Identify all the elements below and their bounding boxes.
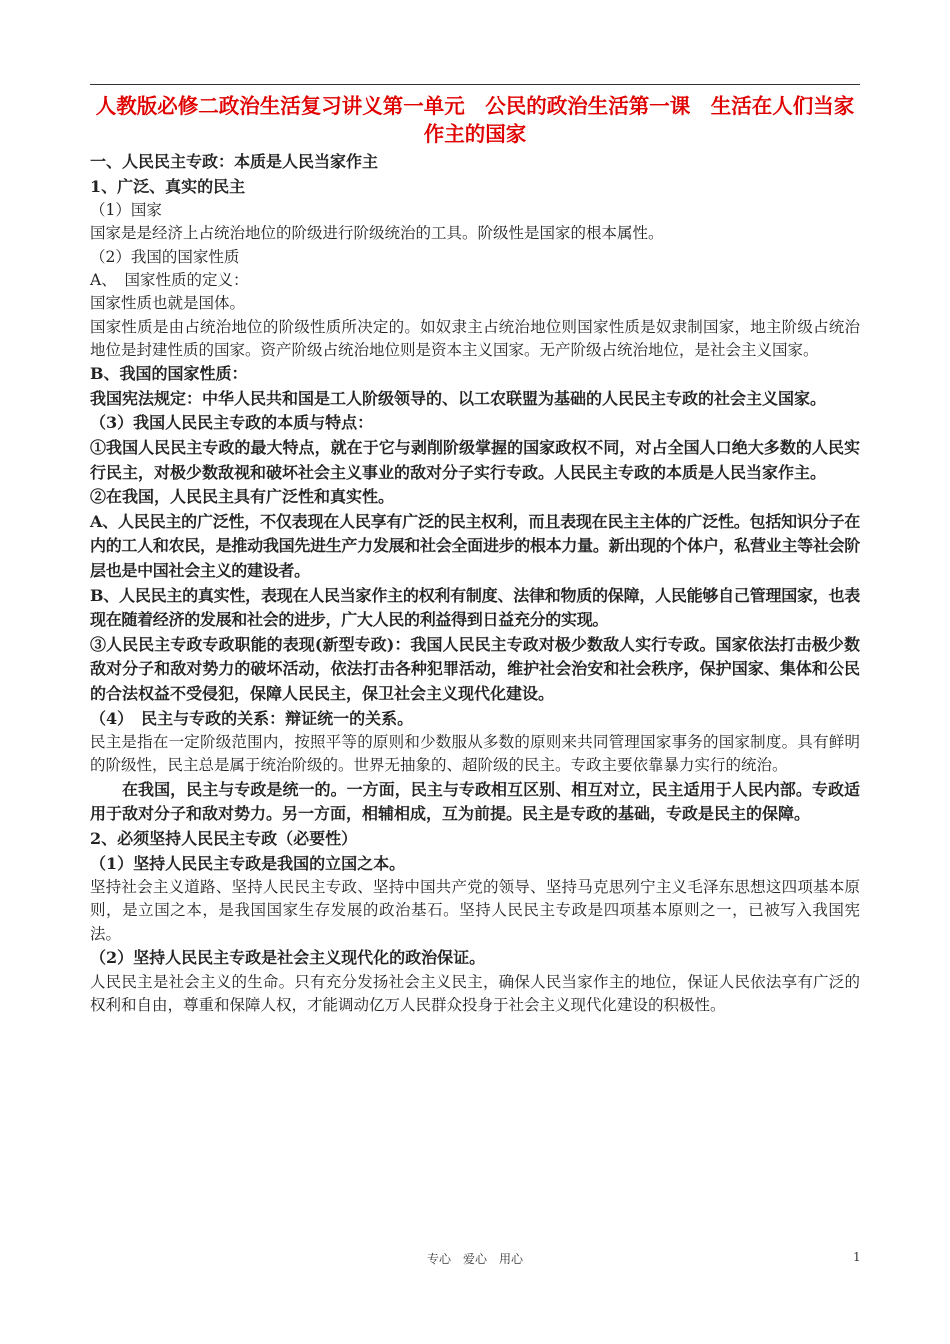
document-body [90, 92, 860, 1017]
header-rule [90, 84, 860, 85]
subsection-heading: 2、必须坚持人民民主专政（必要性） [90, 828, 358, 848]
paragraph: ①我国人民民主专政的最大特点，就在于它与剥削阶级掌握的国家政权不同，对占全国人口绝大多数的人民实行民主，对极少数敌视和破坏社会主义事业的敌对分子实行专政。人民民主专政的本质是人民当家作主。 [90, 438, 860, 482]
point-heading: （2）我国的国家性质 [90, 247, 240, 266]
paragraph: B、人民民主的真实性，表现在人民当家作主的权利有制度、法律和物质的保障，人民能够自己管理国家，也表现在随着经济的发展和社会的进步，广大人民的利益得到日益充分的实现。 [90, 585, 860, 630]
footer-motto: 专心 爱心 用心 [426, 1252, 523, 1266]
paragraph: ②在我国，人民民主具有广泛性和真实性。 [90, 487, 395, 507]
section-heading: 一、人民民主专政：本质是人民当家作主 [90, 152, 379, 171]
point-heading: （1）坚持人民民主专政是我国的立国之本。 [90, 853, 406, 873]
document-title: 人教版必修二政治生活复习讲义第一单元 公民的政治生活第一课 生活在人们当家作主的国家 [95, 94, 855, 146]
paragraph: A、人民民主的广泛性，不仅表现在人民享有广泛的民主权利，而且表现在民主主体的广泛性。包括知识分子在内的工人和农民，是推动我国先进生产力发展和社会全面进步的根本力量。新出现的个体户，私营业主等社会阶层也是中国社会主义的建设者。 [90, 511, 860, 581]
paragraph: 在我国，民主与专政是统一的。一方面，民主与专政相互区别、相互对立，民主适用于人民内部。专政适用于敌对分子和敌对势力。另一方面，相辅相成，互为前提。民主是专政的基础，专政是民主的保障。 [90, 779, 860, 824]
point-heading: （4） 民主与专政的关系：辩证统一的关系。 [90, 708, 414, 728]
paragraph: 我国宪法规定：中华人民共和国是工人阶级领导的、以工农联盟为基础的人民民主专政的社会主义国家。 [90, 388, 827, 408]
subsection-heading: 1、广泛、真实的民主 [90, 176, 246, 196]
paragraph: 国家是是经济上占统治地位的阶级进行阶级统治的工具。阶级性是国家的根本属性。 [90, 224, 664, 243]
point-heading: （1）国家 [90, 201, 162, 220]
paragraph: 民主是指在一定阶级范围内，按照平等的原则和少数服从多数的原则来共同管理国家事务的国家制度。具有鲜明的阶级性，民主总是属于统治阶级的。世界无抽象的、超阶级的民主。专政主要依靠暴力实行的统治。 [90, 733, 860, 775]
point-heading: （2）坚持人民民主专政是社会主义现代化的政治保证。 [90, 948, 486, 968]
point-heading: A、 国家性质的定义： [90, 271, 249, 290]
paragraph: 国家性质是由占统治地位的阶级性质所决定的。如奴隶主占统治地位则国家性质是奴隶制国家，地主阶级占统治地位是封建性质的国家。资产阶级占统治地位则是资本主义国家。无产阶级占统治地位，是社会主义国家。 [90, 317, 860, 359]
paragraph: 坚持社会主义道路、坚持人民民主专政、坚持中国共产党的领导、坚持马克思列宁主义毛泽东思想这四项基本原则，是立国之本，是我国国家生存发展的政治基石。坚持人民民主专政是四项基本原则之一，已被写入我国宪法。 [90, 878, 860, 943]
point-heading: B、我国的国家性质： [90, 364, 248, 384]
point-heading: （3）我国人民民主专政的本质与特点： [90, 413, 374, 433]
page-number: 1 [853, 1250, 861, 1264]
paragraph: ③人民民主专政专政职能的表现(新型专政)：我国人民民主专政对极少数敌人实行专政。国家依法打击极少数敌对分子和敌对势力的破坏活动，依法打击各种犯罪活动，维护社会治安和社会秩序，保护国家、集体和公民的合法权益不受侵犯，保障人民民主，保卫社会主义现代化建设。 [90, 634, 860, 703]
paragraph: 人民民主是社会主义的生命。只有充分发扬社会主义民主，确保人民当家作主的地位，保证人民依法享有广泛的权利和自由，尊重和保障人权，才能调动亿万人民群众投身于社会主义现代化建设的积极性。 [90, 972, 860, 1014]
paragraph: 国家性质也就是国体。 [90, 294, 246, 313]
